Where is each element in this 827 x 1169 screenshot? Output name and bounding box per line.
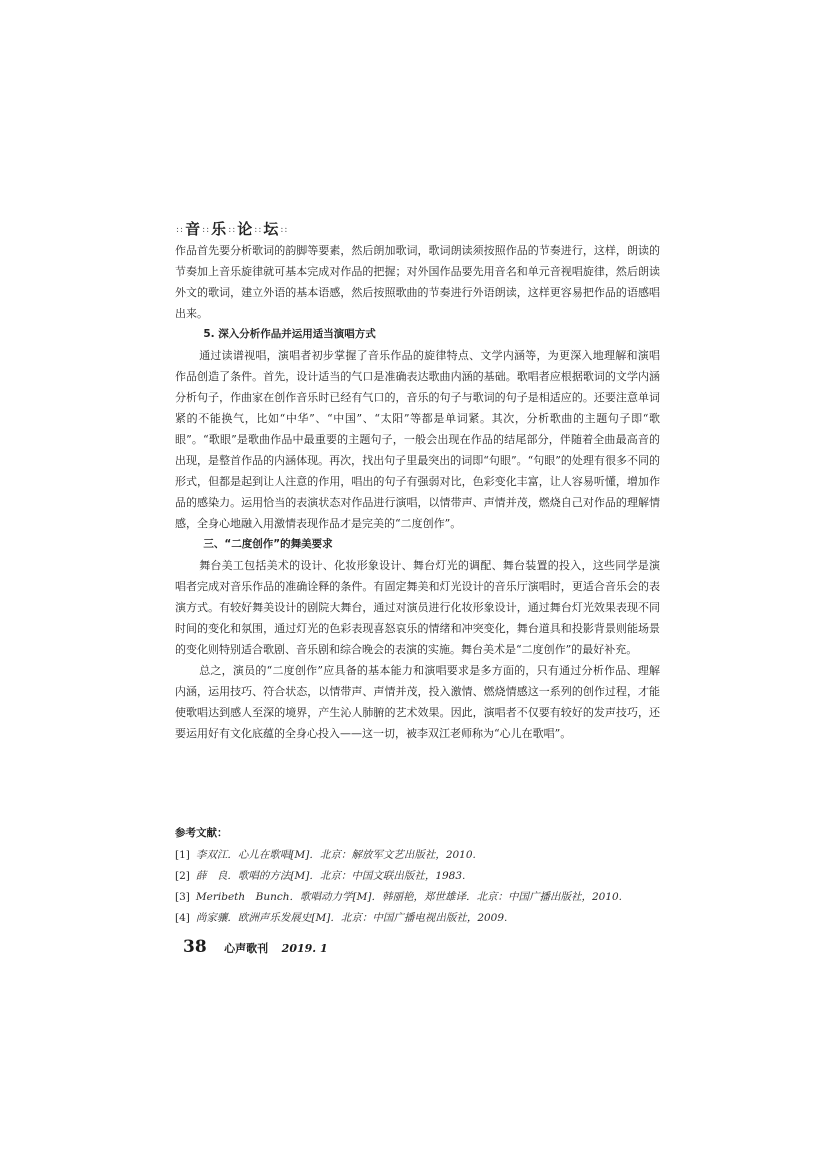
article-body — [175, 240, 660, 744]
section-header: ::音::乐::论::坛:: — [176, 220, 289, 238]
reference-number: [4] — [175, 912, 190, 924]
reference-item — [175, 866, 675, 887]
paragraph: 作品首先要分析歌词的韵脚等要素，然后朗加歌词，歌词朗读须按照作品的节奏进行，这样，朗读的节奏加上音乐旋律就可基本完成对作品的把握；对外国作品要先用音名和单元音视唱旋律，然后朗读外文的歌词，建立外语的基本语感，然后按照歌曲的节奏进行外语朗读，这样更容易把作品的语感唱出来。 — [175, 244, 660, 320]
paragraph: 舞台美工包括美术的设计、化妆形象设计、舞台灯光的调配、舞台装置的投入，这些同学是演唱者完成对音乐作品的准确诠释的条件。有固定舞美和灯光设计的音乐厅演唱时，更适合音乐会的表演方式。有较好舞美设计的剧院大舞台，通过对演员进行化妆形象设计，通过舞台灯光效果表现不同时间的变化和氛围，通过灯光的色彩表现喜怒哀乐的情绪和冲突变化，舞台道具和投影背景则能场景的变化则特别适合歌剧、音乐剧和综合晚会的表演的实施。舞台美术是“二度创作”的最好补充。 — [175, 559, 660, 656]
reference-item — [175, 845, 675, 866]
journal-name: 心声歌刊 — [224, 942, 269, 955]
reference-text: 李双江．心儿在歌唱[M]．北京：解放军文艺出版社，2010. — [195, 849, 476, 861]
reference-item — [175, 908, 675, 929]
page-number: 38 — [183, 937, 207, 957]
header-char: 音 — [185, 220, 202, 238]
header-char: 论 — [237, 220, 254, 238]
reference-item — [175, 887, 675, 908]
section-heading: 三、“二度创作”的舞美要求 — [203, 538, 333, 550]
reference-number: [2] — [175, 870, 190, 882]
paragraph: 总之，演员的“二度创作”应具备的基本能力和演唱要求是多方面的，只有通过分析作品、理解内涵，运用技巧、符合状态，以情带声、声情并茂，投入激情、燃烧情感这一系列的创作过程，才能使歌唱达到感人至深的境界，产生沁人肺腑的艺术效果。因此，演唱者不仅要有较好的发声技巧，还要运用好有文化底蕴的全身心投入——这一切，被李双江老师称为“心儿在歌唱”。 — [175, 664, 660, 740]
reference-text: 尚家骧．欧洲声乐发展史[M]．北京：中国广播电视出版社，2009. — [195, 912, 508, 924]
paragraph: 通过读谱视唱，演唱者初步掌握了音乐作品的旋律特点、文学内涵等，为更深入地理解和演唱作品创造了条件。首先，设计适当的气口是准确表达歌曲内涵的基础。歌唱者应根据歌词的文学内涵分析句子，作曲家在创作音乐时已经有气口的，音乐的句子与歌词的句子是相适应的。还要注意单词紧的不能换气，比如“中华”、“中国”、“太阳”等都是单词紧。其次，分析歌曲的主题句子即“歌眼”。“歌眼”是歌曲作品中最重要的主题句子，一般会出现在作品的结尾部分，伴随着全曲最高音的出现，是整首作品的内涵体现。再次，找出句子里最突出的词即“句眼”。“句眼”的处理有很多不同的形式，但都是起到让人注意的作用，唱出的句子有强弱对比，色彩变化丰富，让人容易听懂，增加作品的感染力。运用恰当的表演状态对作品进行演唱，以情带声、声情并茂，燃烧自己对作品的理解情感，全身心地融入用激情表现作品才是完美的“二度创作”。 — [175, 349, 660, 530]
reference-text: 薛 良．歌唱的方法[M]．北京：中国文联出版社，1983. — [195, 870, 466, 882]
reference-text: Meribeth Bunch．歌唱动力学[M]．韩丽艳，郑世雄译．北京：中国广播出版社，2010. — [195, 891, 623, 903]
references-section — [175, 823, 675, 929]
issue-number: 2019. 1 — [281, 942, 328, 955]
references-title: 参考文献： — [175, 827, 228, 839]
page-footer — [183, 937, 328, 957]
reference-number: [1] — [175, 849, 190, 861]
header-char: 乐 — [211, 220, 228, 238]
header-char: 坛 — [263, 220, 280, 238]
reference-number: [3] — [175, 891, 190, 903]
subsection-heading: 5. 深入分析作品并运用适当演唱方式 — [203, 328, 376, 340]
